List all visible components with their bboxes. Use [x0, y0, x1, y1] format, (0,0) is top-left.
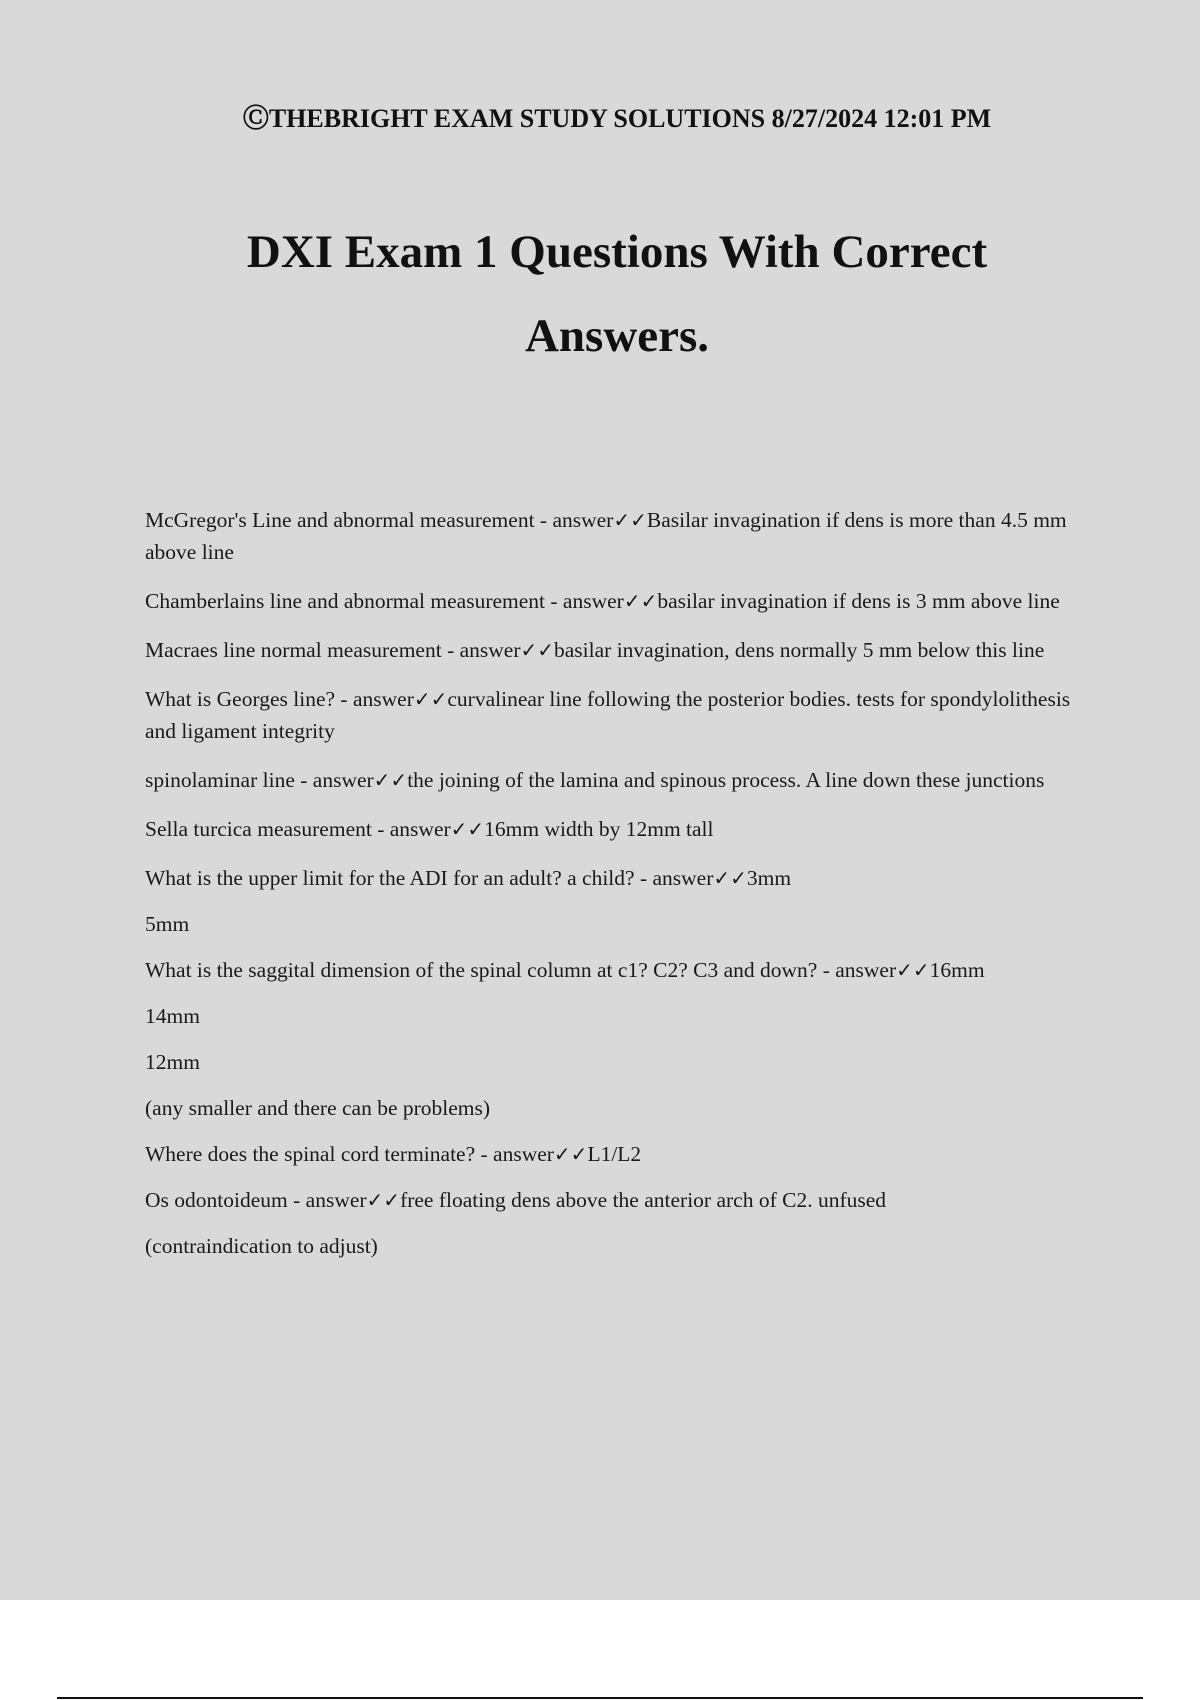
double-check-icon: ✓✓ [450, 817, 485, 841]
double-check-icon: ✓✓ [413, 687, 448, 711]
answer-continuation: (contraindication to adjust) [145, 1234, 378, 1258]
title-line-2: Answers. [524, 310, 710, 362]
footer-divider [57, 1697, 1143, 1699]
qa-list [145, 504, 1085, 1276]
double-check-icon: ✓✓ [613, 508, 647, 532]
qa-item: McGregor's Line and abnormal measurement - answer✓✓Basilar invagination if dens is more than 4.5 mm above line [145, 508, 1067, 564]
qa-item: What is the saggital dimension of the spinal column at c1? C2? C3 and down? - answer✓✓16mm [145, 958, 985, 982]
answer-continuation: 5mm [145, 912, 190, 936]
answer-continuation: (any smaller and there can be problems) [145, 1096, 491, 1120]
qa-item: Where does the spinal cord terminate? - answer✓✓L1/L2 [145, 1142, 642, 1166]
qa-item: Chamberlains line and abnormal measurement - answer✓✓basilar invagination if dens is 3 mm above line [145, 589, 1060, 613]
qa-item: What is the upper limit for the ADI for an adult? a child? - answer✓✓3mm [145, 866, 792, 890]
double-check-icon: ✓✓ [713, 866, 747, 890]
double-check-icon: ✓✓ [553, 1142, 588, 1166]
qa-item: What is Georges line? - answer✓✓curvalinear line following the posterior bodies. tests for spondylolithesis and ligament integrity [145, 687, 1071, 743]
answer-continuation: 14mm [145, 1004, 200, 1028]
qa-item: Sella turcica measurement - answer✓✓16mm width by 12mm tall [145, 817, 714, 841]
answer-continuation: 12mm [145, 1050, 200, 1074]
double-check-icon: ✓✓ [896, 958, 930, 982]
double-check-icon: ✓✓ [366, 1188, 401, 1212]
qa-item: Macraes line normal measurement - answer✓✓basilar invagination, dens normally 5 mm below this line [145, 638, 1045, 662]
title-line-1: DXI Exam 1 Questions With Correct [246, 226, 988, 278]
qa-item: spinolaminar line - answer✓✓the joining of the lamina and spinous process. A line down these junctions [145, 768, 1045, 792]
double-check-icon: ✓✓ [623, 589, 658, 613]
document-title [0, 210, 1200, 378]
qa-item: Os odontoideum - answer✓✓free floating dens above the anterior arch of C2. unfused [145, 1188, 887, 1212]
double-check-icon: ✓✓ [373, 768, 408, 792]
double-check-icon: ✓✓ [520, 638, 555, 662]
page-header: ⒸTHEBRIGHT EXAM STUDY SOLUTIONS 8/27/2024 12:01 PM [242, 104, 992, 133]
